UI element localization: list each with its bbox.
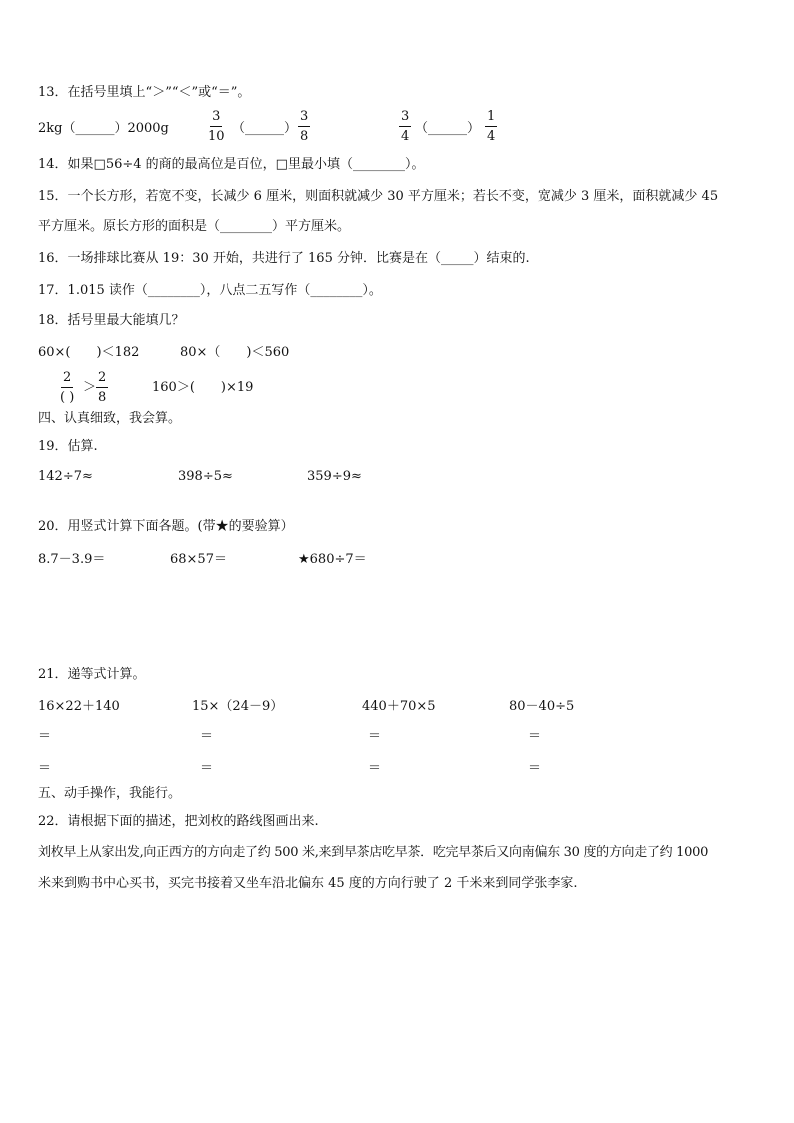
q16-text: 16．一场排球比赛从 19：30 开始，共进行了 165 分钟．比赛是在（_____）结束的. [38, 251, 530, 266]
q20-title: 20．用竖式计算下面各题。(带★的要验算） [38, 519, 294, 534]
q21-d-equals-2: ＝ [528, 761, 542, 776]
q21-item-d: 80－40÷5 [509, 699, 575, 714]
q18-c-operator: ＞ [83, 380, 97, 395]
numerator: 2 [96, 371, 108, 388]
q17-text: 17．1.015 读作（________），八点二五写作（________）。 [38, 283, 382, 298]
q19-title: 19．估算. [38, 439, 98, 454]
q19-item-b: 398÷5≈ [178, 469, 233, 484]
q21-b-equals-2: ＝ [200, 761, 214, 776]
q20-item-a: 8.7－3.9＝ [38, 552, 106, 567]
section-4-heading: 四、认真细致，我会算。 [38, 411, 182, 426]
q13-c-blank[interactable]: （______） [415, 121, 481, 136]
q13-b-fraction-left [208, 110, 225, 143]
numerator: 1 [485, 110, 497, 127]
q20-item-c: ★680÷7＝ [298, 552, 367, 567]
q18-item-b: 80×（ )＜560 [180, 345, 290, 360]
q21-item-a: 16×22＋140 [38, 699, 120, 714]
denominator: ( ) [60, 390, 75, 405]
denominator: 4 [487, 129, 496, 144]
numerator: 3 [298, 110, 310, 127]
q15-line1: 15．一个长方形，若宽不变，长减少 6 厘米，则面积就减少 30 平方厘米；若长不变，宽减少 3 厘米，面积就减少 45 [38, 189, 719, 204]
q20-item-b: 68×57＝ [170, 552, 227, 567]
q18-c-fraction-left [60, 371, 74, 404]
q13-b-blank[interactable]: （______） [232, 121, 298, 136]
q22-line1: 刘枚早上从家出发,向正西方的方向走了约 500 米,来到早茶店吃早茶．吃完早茶后又向南偏东 30 度的方向走了约 1000 [38, 845, 709, 860]
denominator: 8 [98, 390, 107, 405]
q15-line2: 平方厘米。原长方形的面积是（________）平方厘米。 [38, 219, 351, 234]
denominator: 10 [208, 129, 225, 144]
q22-title: 22．请根据下面的描述，把刘枚的路线图画出来. [38, 814, 319, 829]
q21-c-equals-1: ＝ [368, 729, 382, 744]
q13-c-fraction-left [399, 110, 411, 143]
q18-item-d: 160＞( )×19 [152, 380, 254, 395]
numerator: 3 [210, 110, 222, 127]
denominator: 8 [300, 129, 309, 144]
q14-text: 14．如果□56÷4 的商的最高位是百位，□里最小填（________）。 [38, 157, 425, 172]
q18-c-fraction-right [96, 371, 108, 404]
q21-a-equals-2: ＝ [38, 761, 52, 776]
q21-c-equals-2: ＝ [368, 761, 382, 776]
q22-line2: 米来到购书中心买书，买完书接着又坐车沿北偏东 45 度的方向行驶了 2 千米来到同学张李家. [38, 876, 578, 891]
numerator: 3 [399, 110, 411, 127]
q21-a-equals-1: ＝ [38, 729, 52, 744]
q19-item-a: 142÷7≈ [38, 469, 93, 484]
q18-title: 18．括号里最大能填几？ [38, 313, 185, 328]
q13-item-a: 2kg（______）2000g [38, 121, 169, 136]
q13-b-fraction-right [298, 110, 310, 143]
q13-c-fraction-right [485, 110, 497, 143]
q19-item-c: 359÷9≈ [307, 469, 362, 484]
numerator: 2 [61, 371, 73, 388]
section-5-heading: 五、动手操作，我能行。 [38, 786, 182, 801]
denominator: 4 [401, 129, 410, 144]
q21-item-c: 440＋70×5 [362, 699, 436, 714]
q13-title: 13．在括号里填上“＞”“＜”或“＝”。 [38, 85, 251, 100]
q21-b-equals-1: ＝ [200, 729, 214, 744]
q21-title: 21．递等式计算。 [38, 667, 146, 682]
q21-item-b: 15×（24－9） [192, 699, 284, 714]
q21-d-equals-1: ＝ [528, 729, 542, 744]
q18-item-a: 60×( )＜182 [38, 345, 140, 360]
